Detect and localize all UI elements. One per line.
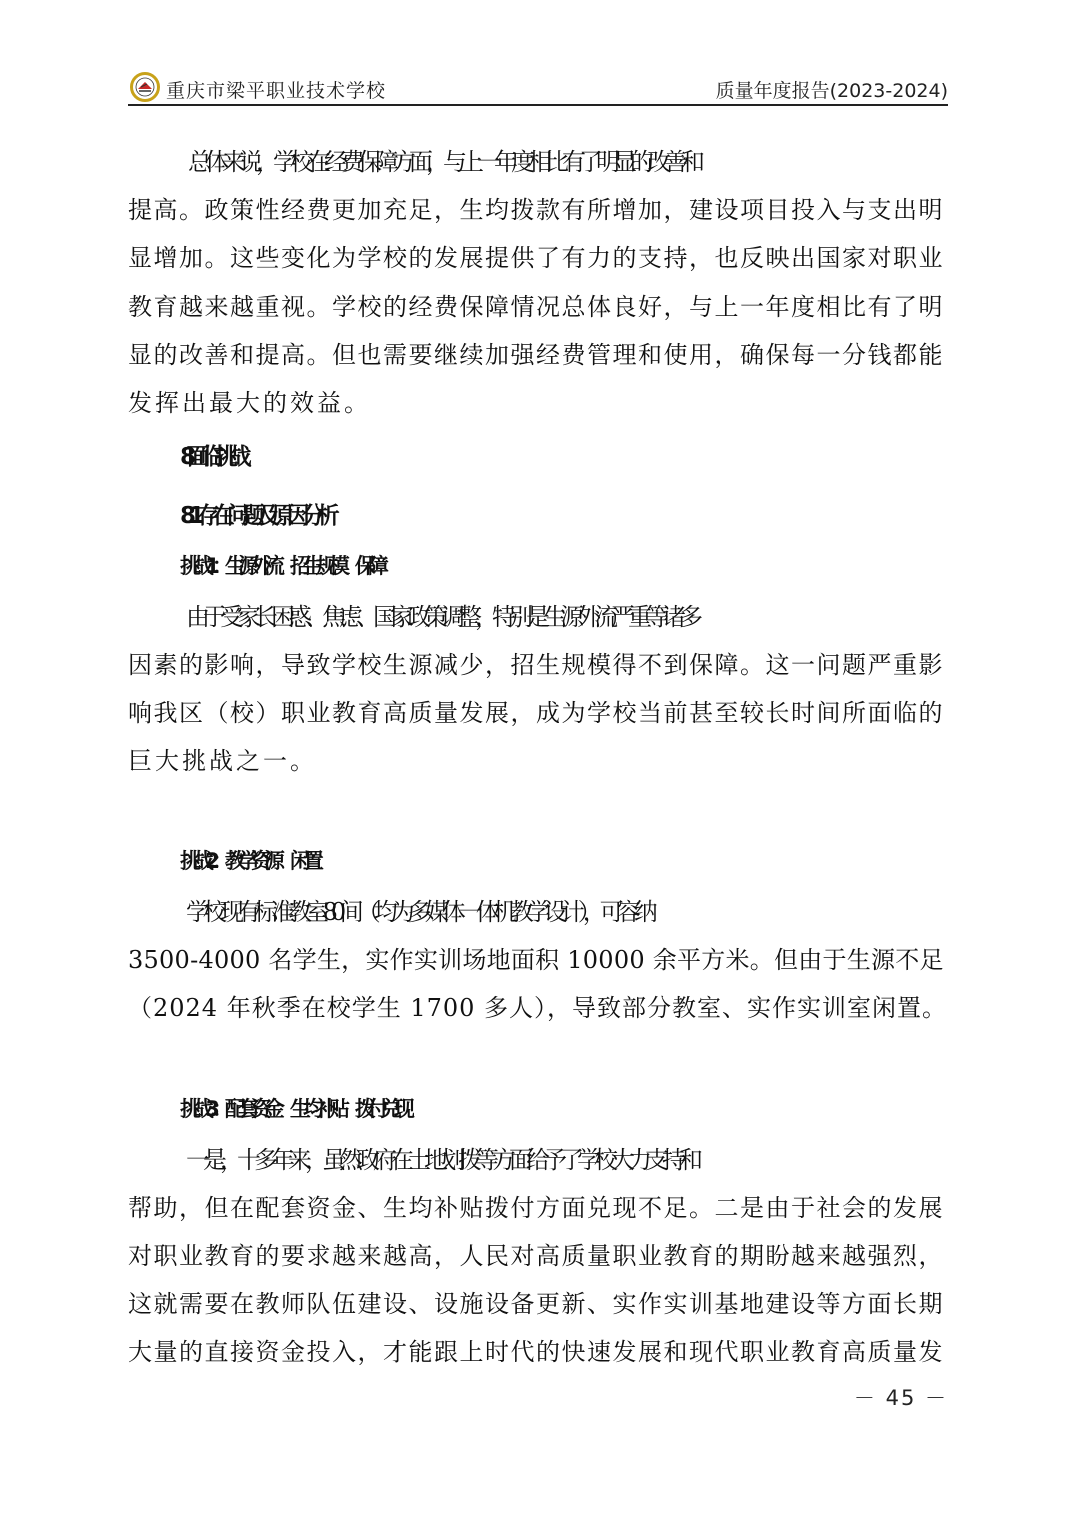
paragraph-line: 对职业教育的要求越来越高，人民对高质量职业教育的期盼越来越强烈， <box>128 1242 944 1270</box>
paragraph-line: （2024 年秋季在校学生 1700 多人），导致部分教室、实作实训室闲置。 <box>128 994 948 1022</box>
paragraph-line: 由于受家长困惑、焦虑、国家政策调整，特别是生源外流严重等诸多 <box>186 603 696 631</box>
paragraph-line: 巨大挑战之一。 <box>128 747 317 775</box>
page-header <box>128 70 948 106</box>
paragraph-line: 显的改善和提高。但也需要继续加强经费管理和使用，确保每一分钱都能 <box>128 341 944 369</box>
paragraph-line: 响我区（校）职业教育高质量发展，成为学校当前甚至较长时间所面临的 <box>128 699 944 727</box>
report-title: 质量年度报告(2023-2024) <box>715 80 948 102</box>
paragraph-line: 这就需要在教师队伍建设、设施设备更新、实作实训基地建设等方面长期 <box>128 1290 944 1318</box>
paragraph-line: 因素的影响，导致学校生源减少，招生规模得不到保障。这一问题严重影 <box>128 651 944 679</box>
header-divider <box>128 104 948 106</box>
challenge-3-title: 挑战 3：配套资金 生均补贴 拨付兑现 <box>180 1097 407 1121</box>
challenge-2-title: 挑战 2：教学资源 闲置 <box>180 849 316 873</box>
page-number: － 45 － <box>853 1386 948 1410</box>
challenge-1-title: 挑战 1：生源外流 招生规模 保障 <box>180 554 381 578</box>
school-name: 重庆市梁平职业技术学校 <box>166 80 387 102</box>
paragraph-line: 学校现有标准教室 80 间（均为多媒体一体机教学设计），可容纳 <box>186 898 651 926</box>
paragraph-line: 教育越来越重视。学校的经费保障情况总体良好，与上一年度相比有了明 <box>128 293 944 321</box>
paragraph-line: 大量的直接资金投入，才能跟上时代的快速发展和现代职业教育高质量发 <box>128 1338 944 1366</box>
paragraph-line: 显增加。这些变化为学校的发展提供了有力的支持，也反映出国家对职业 <box>128 244 944 272</box>
paragraph-line: 发挥出最大的效益。 <box>128 389 371 417</box>
paragraph-line: 3500-4000 名学生，实作实训场地面积 10000 余平方米。但由于生源不足 <box>128 946 944 974</box>
subsection-title: 8.1 存在问题及原因分析 <box>180 503 332 529</box>
paragraph-line: 总体来说，学校在经费保障方面，与上一年度相比有了明显的改善和 <box>188 148 698 176</box>
paragraph-line: 帮助，但在配套资金、生均补贴拨付方面兑现不足。二是由于社会的发展 <box>128 1194 944 1222</box>
paragraph-line: 一是，十多年来，虽然政府在土地划拨等方面给予了学校大力支持和 <box>186 1146 696 1174</box>
section-title: 8.面临挑战 <box>180 444 243 470</box>
paragraph-line: 提高。政策性经费更加充足，生均拨款有所增加，建设项目投入与支出明 <box>128 196 944 224</box>
school-logo-icon <box>130 72 160 102</box>
